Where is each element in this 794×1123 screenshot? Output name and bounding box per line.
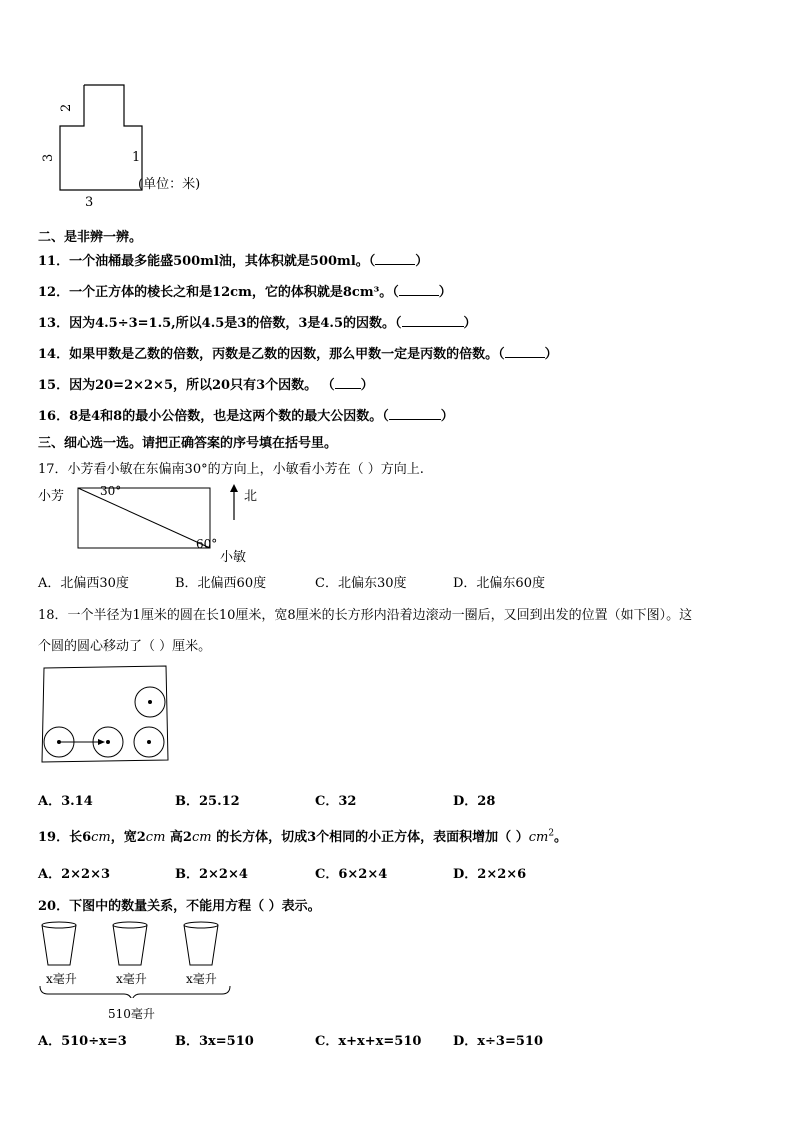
question-13: 13．因为4.5÷3=1.5,所以4.5是3的倍数，3是4.5的因数。（ ） <box>38 316 477 331</box>
q20-option-a[interactable]: A．510÷x=3 <box>38 1034 127 1049</box>
q18-rectangle <box>42 666 168 762</box>
circle-center-dot-1 <box>57 740 61 744</box>
answer-blank-16[interactable] <box>389 407 441 420</box>
cross-shape-outline <box>60 85 142 190</box>
question-12: 12．一个正方体的棱长之和是12cm，它的体积就是8cm³。（ ） <box>38 285 452 300</box>
cup-3-label: x毫升 <box>186 972 217 986</box>
q18-option-d[interactable]: D．28 <box>453 794 496 809</box>
circle-center-dot-2 <box>106 740 110 744</box>
cup-1 <box>42 922 76 965</box>
question-17: 17．小芳看小敏在东偏南30°的方向上，小敏看小芳在（ ）方向上. <box>38 462 424 477</box>
q20-option-b[interactable]: B．3x=510 <box>175 1034 254 1049</box>
unit-label: (单位：米) <box>138 177 201 192</box>
cup-3 <box>184 922 218 965</box>
label-xiaofang: 小芳 <box>38 489 65 504</box>
q17-option-c[interactable]: C．北偏东30度 <box>315 576 407 591</box>
circle-center-dot-4 <box>148 700 152 704</box>
cup-2-label: x毫升 <box>116 972 147 986</box>
total-label: 510毫升 <box>108 1007 155 1021</box>
label-2: 2 <box>59 103 74 112</box>
q19-option-a[interactable]: A．2×2×3 <box>38 867 111 882</box>
cross-shape-figure <box>38 80 238 210</box>
q17-option-b[interactable]: B．北偏西60度 <box>175 576 267 591</box>
label-north: 北 <box>244 489 258 504</box>
question-20: 20．下图中的数量关系，不能用方程（ ）表示。 <box>38 899 321 914</box>
cup-2 <box>113 922 147 965</box>
label-3-left: 3 <box>41 153 56 162</box>
q19-option-c[interactable]: C．6×2×4 <box>315 867 388 882</box>
q17-diagonal <box>78 488 210 548</box>
label-30-degrees: 30° <box>100 484 122 498</box>
answer-blank-13[interactable] <box>402 314 464 327</box>
q18-figure <box>38 664 173 764</box>
q20-option-c[interactable]: C．x+x+x=510 <box>315 1034 422 1049</box>
answer-blank-12[interactable] <box>399 283 439 296</box>
answer-blank-15[interactable] <box>335 376 361 389</box>
label-3-bottom: 3 <box>85 195 94 210</box>
question-15: 15．因为20=2×2×5，所以20只有3个因数。 （ ） <box>38 378 374 393</box>
question-11: 11．一个油桶最多能盛500ml油，其体积就是500ml。（ ） <box>38 254 429 269</box>
label-60-degrees: 60° <box>196 537 218 551</box>
q19-option-b[interactable]: B．2×2×4 <box>175 867 248 882</box>
q20-option-d[interactable]: D．x÷3=510 <box>453 1034 543 1049</box>
section2-heading: 二、是非辨一辨。 <box>38 230 143 245</box>
label-1: 1 <box>132 150 141 165</box>
label-xiaomin: 小敏 <box>220 550 247 565</box>
question-19: 19．长6cm，宽2cm 高2cm 的长方体，切成3个相同的小正方体，表面积增加（ ）$cm^2$。 <box>38 828 568 845</box>
cup-1-label: x毫升 <box>46 972 77 986</box>
circle-center-dot-3 <box>147 740 151 744</box>
brace <box>40 986 230 998</box>
q17-option-d[interactable]: D．北偏东60度 <box>453 576 545 591</box>
q18-option-b[interactable]: B．25.12 <box>175 794 240 809</box>
question-16: 16．8是4和8的最小公倍数，也是这两个数的最大公因数。（ ） <box>38 409 454 424</box>
path-arrowhead <box>98 739 105 745</box>
north-arrow-head <box>230 484 238 492</box>
question-18-line2: 个圆的圆心移动了（ ）厘米。 <box>38 639 212 654</box>
question-18-line1: 18．一个半径为1厘米的圆在长10厘米，宽8厘米的长方形内沿着边滚动一圈后，又回到出发的位置（如下图）。这 <box>38 608 693 623</box>
answer-blank-11[interactable] <box>375 252 415 265</box>
question-14: 14．如果甲数是乙数的倍数，丙数是乙数的因数，那么甲数一定是丙数的倍数。（ ） <box>38 347 558 362</box>
q17-option-a[interactable]: A．北偏西30度 <box>38 576 129 591</box>
q18-option-a[interactable]: A．3.14 <box>38 794 93 809</box>
q18-option-c[interactable]: C．32 <box>315 794 357 809</box>
section3-heading: 三、细心选一选。请把正确答案的序号填在括号里。 <box>38 436 338 451</box>
answer-blank-14[interactable] <box>505 345 545 358</box>
q19-option-d[interactable]: D．2×2×6 <box>453 867 527 882</box>
